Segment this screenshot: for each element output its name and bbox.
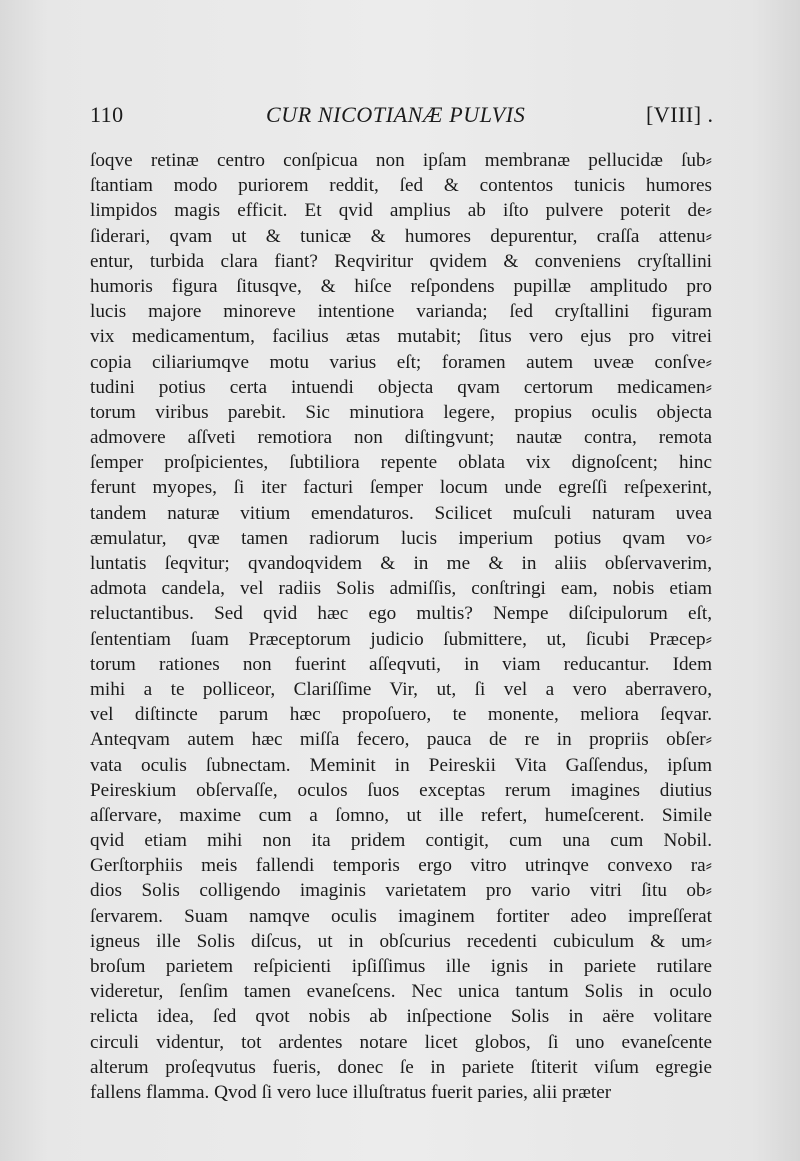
text-line: circuli videntur, tot ardentes notare licet globos, ſi uno evaneſcente [90,1031,712,1053]
text-line: broſum parietem reſpicienti ipſiſſimus ille ignis in pariete rutilare [90,956,712,977]
text-line: ſententiam ſuam Præceptorum judicio ſubmittere, ut, ſicubi Præcep⸗ [90,628,712,650]
text-line: ſtantiam modo puriorem reddit, ſed & contentos tunicis humores [90,175,712,197]
text-line: ſoqve retinæ centro conſpicua non ipſam membranæ pellucidæ ſub⸗ [90,150,712,171]
running-title: CUR NICOTIANÆ PULVIS [266,102,526,127]
text-line: fallens flamma. Qvod ſi vero luce illuſtratus fuerit paries, alii præter [90,1081,612,1103]
text-line: copia ciliariumqve motu varius eſt; foramen autem uveæ conſve⸗ [90,351,712,373]
text-line: reluctantibus. Sed qvid hæc ego multis? Nempe diſcipulorum eſt, [90,603,712,625]
text-line: Peireskium obſervaſſe, oculos ſuos exceptas rerum imagines diutius [90,779,712,801]
text-line: lucis majore minoreve intentione varianda; ſed cryſtallini figuram [90,301,712,323]
text-line: torum viribus parebit. Sic minutiora legere, propius oculis objecta [90,401,712,423]
text-line: qvid etiam mihi non ita pridem contigit, cum una cum Nobil. [90,830,712,852]
text-line: luntatis ſeqvitur; qvandoqvidem & in me & in aliis obſervaverim, [90,553,712,574]
text-line: Anteqvam autem hæc miſſa fecero, pauca de re in propriis obſer⸗ [90,729,712,751]
section-number: [VIII] . [646,102,714,127]
text-line: mihi a te polliceor, Clariſſime Vir, ut, ſi vel a vero aberravero, [90,678,712,700]
text-line: igneus ille Solis diſcus, ut in obſcurius recedenti cubiculum & um⸗ [90,930,712,952]
text-line: æmulatur, qvæ tamen radiorum lucis imperium potius qvam vo⸗ [90,527,712,549]
running-head [90,102,730,132]
text-line: ſervarem. Suam namqve oculis imaginem fortiter adeo impreſſerat [90,905,712,927]
text-line: tudini potius certa intuendi objecta qvam certorum medicamen⸗ [90,376,712,398]
text-line: admota candela, vel radiis Solis admiſſis, conſtringi eam, nobis etiam [90,578,712,600]
text-line: Gerſtorphiis meis fallendi temporis ergo vitro utrinqve convexo ra⸗ [90,855,712,877]
text-line: alterum proſeqvutus fueris, donec ſe in pariete ſtiterit viſum egregie [90,1056,712,1078]
text-line: limpidos magis efficit. Et qvid amplius ab iſto pulvere poterit de⸗ [90,200,712,222]
page-number: 110 [90,102,124,127]
text-line: relicta idea, ſed qvot nobis ab inſpectione Solis in aëre volitare [90,1006,712,1028]
text-line: admovere aſſveti remotiora non diſtingvunt; nautæ contra, remota [90,427,712,449]
text-line: vix medicamentum, facilius ætas mutabit; ſitus vero ejus pro vitrei [90,326,712,348]
text-line: videretur, ſenſim tamen evaneſcens. Nec unica tantum Solis in oculo [90,981,712,1003]
text-line: aſſervare, maxime cum a ſomno, ut ille refert, humeſcerent. Simile [90,804,712,826]
text-line: humoris figura ſitusqve, & hiſce reſpondens pupillæ amplitudo pro [90,275,712,297]
text-line: vata oculis ſubnectam. Meminit in Peireskii Vita Gaſſendus, ipſum [90,754,712,776]
text-line: torum rationes non fuerint aſſeqvuti, in viam reducantur. Idem [90,653,712,675]
text-line: dios Solis colligendo imaginis varietatem pro vario vitri ſitu ob⸗ [90,880,712,902]
text-line: ſiderari, qvam ut & tunicæ & humores depurentur, craſſa attenu⸗ [90,225,712,247]
text-line: ferunt myopes, ſi iter facturi ſemper locum unde egreſſi reſpexerint, [90,477,712,499]
text-line: ſemper proſpicientes, ſubtiliora repente oblata vix dignoſcent; hinc [90,452,712,474]
text-line: vel diſtincte parum hæc propoſuero, te monente, meliora ſeqvar. [90,704,712,726]
text-line: tandem naturæ vitium emendaturos. Scilicet muſculi naturam uvea [90,502,712,524]
text-line: entur, turbida clara fiant? Reqviritur qvidem & conveniens cryſtallini [90,250,712,272]
body-text [90,148,712,1105]
